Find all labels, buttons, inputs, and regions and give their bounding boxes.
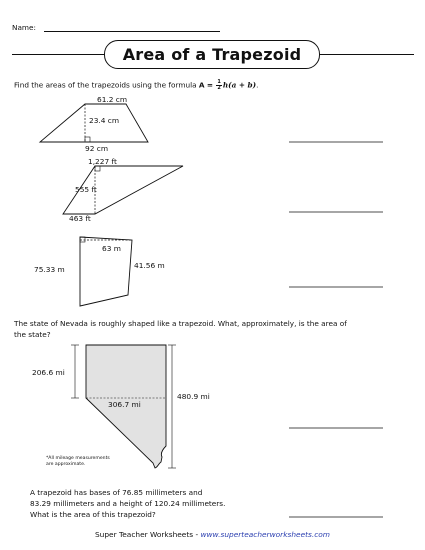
word-problem-line3: What is the area of this trapezoid? <box>30 510 156 519</box>
trap2-height-label: 555 ft <box>75 185 97 194</box>
footer-prefix: Super Teacher Worksheets - <box>94 530 201 539</box>
trap1-top-label: 61.2 cm <box>97 95 128 104</box>
formula-rest: (a + b) <box>228 80 257 90</box>
footer-url[interactable]: www.superteacherworksheets.com <box>200 530 330 539</box>
trapezoid-1-right-angle <box>85 137 90 142</box>
formula-end: . <box>256 80 259 90</box>
trapezoid-2-right-angle <box>95 166 100 171</box>
nevada-note-line1: *All mileage measurements <box>46 456 110 461</box>
nevada-middle-label: 306.7 mi <box>108 400 141 409</box>
formula-eq: = <box>206 80 214 90</box>
trap1-height-label: 23.4 cm <box>89 116 120 125</box>
word-problem-line1: A trapezoid has bases of 76.85 millimeters and <box>30 488 203 497</box>
trap2-bottom-label: 463 ft <box>69 214 91 223</box>
formula-a: A <box>198 80 205 90</box>
instructions-text: Find the areas of the trapezoids using the formula <box>14 80 199 90</box>
word-problem-line2: 83.29 millimeters and a height of 120.24 millimeters. <box>30 499 226 508</box>
frac-num: 1 <box>217 79 221 85</box>
page-title: Area of a Trapezoid <box>122 45 302 64</box>
footer <box>0 531 425 538</box>
nevada-question-line1: The state of Nevada is roughly shaped like a trapezoid. What, approximately, is the area of <box>14 319 347 328</box>
nevada-right-label: 480.9 mi <box>177 392 210 401</box>
nevada-left-label: 206.6 mi <box>32 368 65 377</box>
trap3-top-label: 63 m <box>102 244 121 253</box>
name-label: Name: <box>12 23 36 32</box>
formula-h: h <box>222 80 229 90</box>
frac-den: 2 <box>217 85 221 91</box>
trap3-left-label: 75.33 m <box>34 265 65 274</box>
nevada-note-line2: are approximate. <box>46 462 86 467</box>
nevada-question-line2: the state? <box>14 330 51 339</box>
trap1-bottom-label: 92 cm <box>85 144 109 153</box>
trapezoid-3-right-angle <box>80 237 85 242</box>
trap2-top-label: 1,227 ft <box>88 157 117 166</box>
trap3-right-label: 41.56 m <box>134 261 165 270</box>
